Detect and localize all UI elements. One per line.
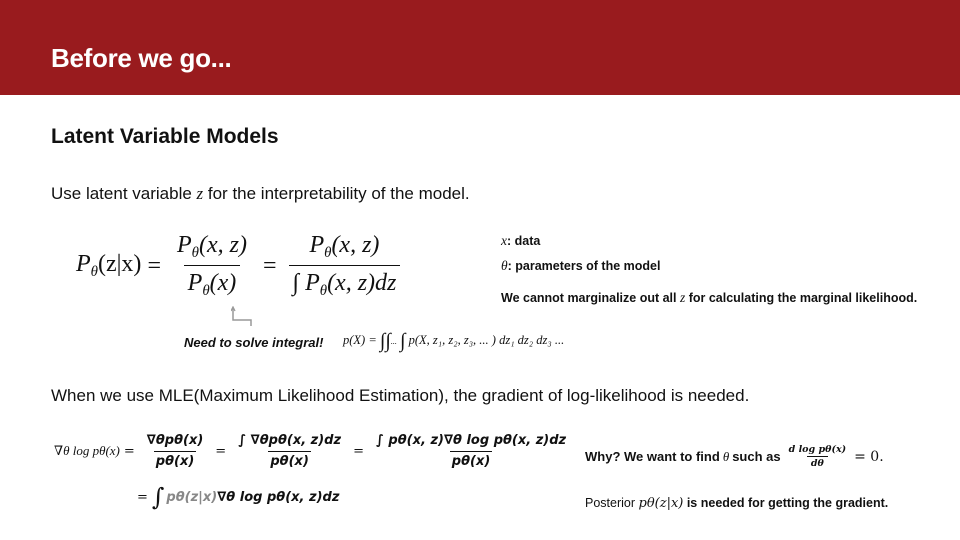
- eq-frac1-den: [184, 265, 241, 300]
- note-marg-before: We cannot marginalize out all: [501, 291, 680, 305]
- gradient-line-2: [54, 474, 574, 520]
- eq-fraction-2: [289, 232, 401, 300]
- grad-lhs: ∇θ log pθ(x): [54, 443, 120, 458]
- posterior-text: is needed for getting the gradient.: [683, 496, 889, 510]
- grad-f2-den: pθ(x): [268, 451, 311, 469]
- note-theta-text: : parameters of the model: [507, 259, 661, 273]
- grad-f2-num: ∫ ∇θpθ(x, z)dz: [238, 433, 342, 448]
- f2n-args: (x, z): [331, 231, 380, 258]
- intro-text: [51, 184, 470, 204]
- f2n-sub: θ: [324, 245, 332, 261]
- mle-text: When we use MLE(Maximum Likelihood Estimation), the gradient of log-likelihood is needed.: [51, 386, 750, 405]
- note-x-var: x: [501, 233, 507, 248]
- grad-f3-num: ∫ pθ(x, z)∇θ log pθ(x, z)dz: [375, 433, 567, 448]
- f1d-sub: θ: [202, 283, 210, 300]
- note-theta-params: [501, 258, 660, 274]
- why-mid: such as: [732, 449, 781, 464]
- grad-f1-num: ∇θpθ(x): [146, 433, 204, 448]
- int-body: p(X, z₁, z₂, z₃, ... ) dz₁ dz₂ dz₃ ...: [408, 333, 565, 347]
- int-lhs: p(X): [343, 333, 366, 347]
- intro-var: z: [196, 184, 204, 203]
- why-note: [585, 444, 884, 469]
- note-marg-var: z: [679, 290, 686, 305]
- grad-eq-2: =: [215, 443, 227, 459]
- f2d-p: P: [305, 270, 320, 296]
- int-dots: ...: [390, 337, 397, 346]
- grad-line2-rest: ∇θ log pθ(x, z)dz: [217, 489, 340, 505]
- note-theta-var: θ: [501, 258, 508, 273]
- f1n-sub: θ: [191, 245, 199, 261]
- slide-title: Before we go...: [51, 43, 232, 73]
- eq-lhs-sub: θ: [90, 264, 98, 281]
- f2d-sub: θ: [319, 283, 328, 300]
- grad-eq-3: =: [353, 443, 364, 459]
- int-symbols: ∫∫: [379, 330, 391, 352]
- why-var: θ: [722, 448, 730, 464]
- intro-after: for the interpretability of the model.: [203, 184, 470, 203]
- grad-posterior-term: pθ(z|x): [166, 489, 218, 505]
- eq-sign-1: =: [147, 252, 161, 279]
- eq-frac2-den: [289, 265, 401, 300]
- grad-frac-1: [145, 433, 206, 469]
- eq-sign-2: =: [262, 252, 277, 279]
- f1n-p: P: [176, 231, 192, 258]
- f1d-args: (x): [209, 270, 237, 296]
- solve-integral-note: Need to solve integral!: [184, 335, 324, 350]
- why-fraction: [785, 444, 850, 469]
- eq-lhs: [76, 251, 141, 281]
- eq-lhs-args: (z|x): [97, 250, 142, 277]
- posterior-expr: pθ(z|x): [638, 496, 684, 511]
- eq-frac1-num: [173, 232, 251, 265]
- intro-before: Use latent variable: [51, 184, 197, 203]
- grad-frac-3: [374, 433, 568, 469]
- why-frac-den: dθ: [807, 456, 828, 469]
- note-marginalize: [501, 290, 917, 306]
- why-tail: = 0.: [854, 448, 884, 465]
- note-x-data: [501, 233, 540, 249]
- gradient-equation: [54, 428, 574, 520]
- marginal-integral-equation: [343, 330, 564, 353]
- section-title: Latent Variable Models: [51, 125, 279, 148]
- why-text: Why? We want to find: [585, 449, 720, 464]
- eq-lhs-p: P: [76, 250, 91, 277]
- int-eq: =: [368, 333, 377, 347]
- grad-eq-1: =: [123, 443, 135, 459]
- eq-frac2-num: [305, 232, 383, 265]
- grad-frac-2: [236, 433, 343, 469]
- gradient-line-1: [54, 428, 574, 474]
- f1n-args: (x, z): [198, 231, 247, 258]
- eq-fraction-1: [173, 232, 251, 300]
- f2d-args: (x, z)dz: [327, 270, 397, 296]
- posterior-note: [585, 496, 888, 511]
- up-arrow-icon: [231, 306, 253, 328]
- int-symbol-3: ∫: [400, 330, 406, 352]
- posterior-word: Posterior: [585, 496, 639, 510]
- grad-eq-4: =: [137, 489, 148, 505]
- f2d-int: ∫: [292, 270, 300, 296]
- why-frac-num: d log pθ(x): [788, 444, 847, 455]
- grad-int: ∫: [151, 483, 165, 511]
- bayes-equation: [76, 228, 406, 304]
- f2n-p: P: [309, 231, 325, 258]
- f1d-p: P: [187, 270, 203, 296]
- title-bar: [0, 0, 960, 95]
- note-marg-after: for calculating the marginal likelihood.: [685, 291, 918, 305]
- grad-f1-den: pθ(x): [154, 451, 197, 469]
- grad-f3-den: pθ(x): [450, 451, 493, 469]
- note-x-text: : data: [507, 234, 541, 248]
